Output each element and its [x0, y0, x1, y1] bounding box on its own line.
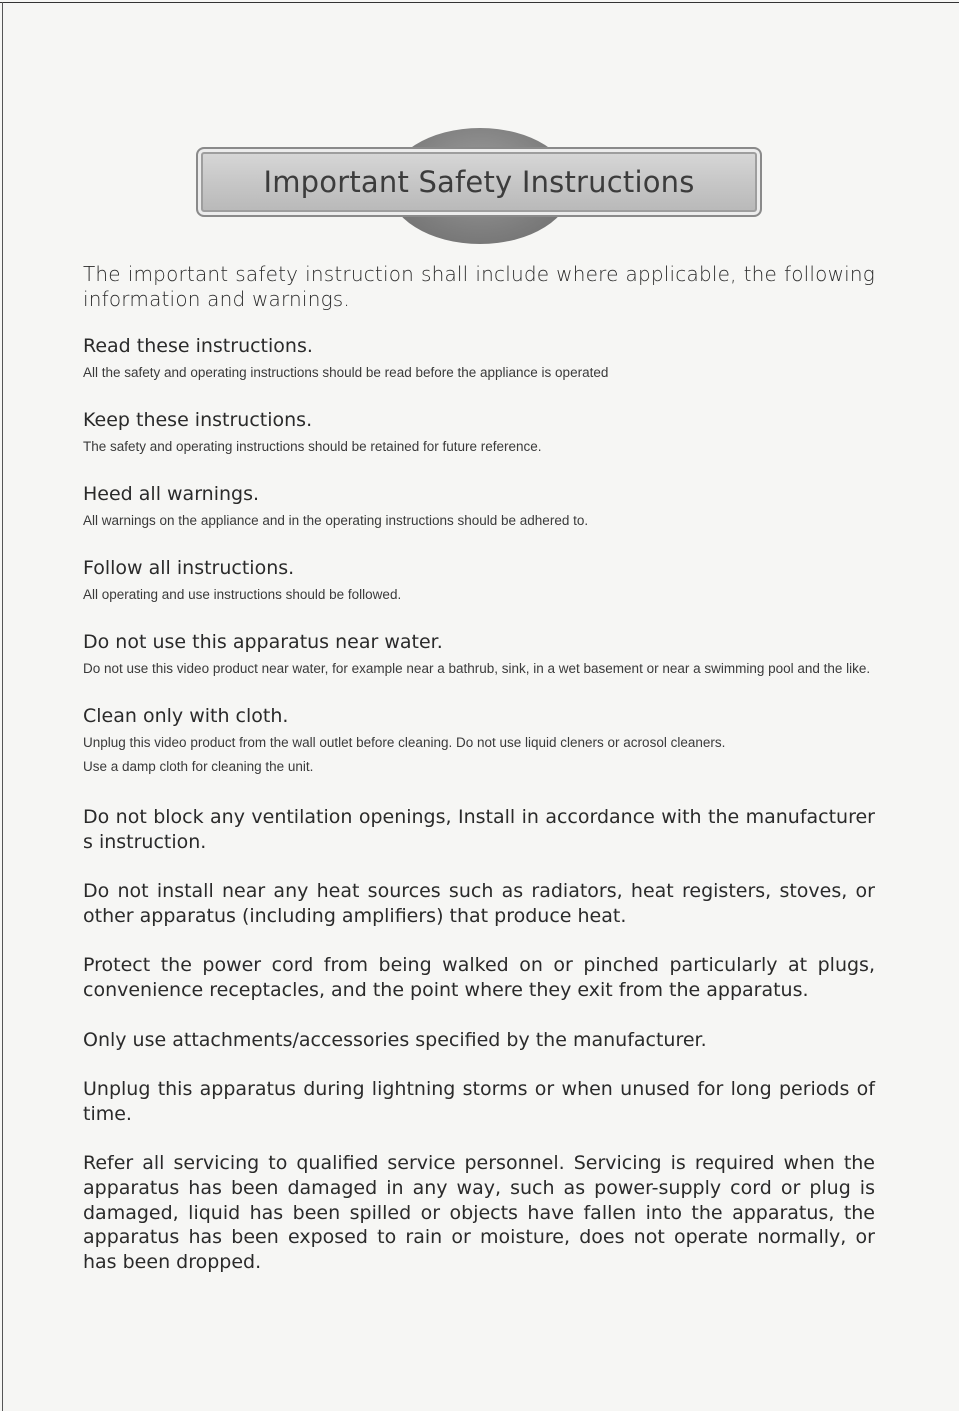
paragraph-heat-sources: Do not install near any heat sources such as radiators, heat registers, stoves, or other apparatus (including amplifiers) that produce heat. [83, 880, 875, 927]
document-body [83, 262, 875, 1299]
section-heading: Read these instructions. [83, 335, 313, 357]
section-text: All the safety and operating instructions should be read before the appliance is operated [83, 365, 609, 380]
section-follow-instructions [83, 556, 875, 607]
paragraph-attachments: Only use attachments/accessories specified by the manufacturer. [83, 1028, 707, 1051]
section-text: The safety and operating instructions should be retained for future reference. [83, 439, 542, 454]
section-text-secondary: Use a damp cloth for cleaning the unit. [83, 759, 314, 774]
section-text: All operating and use instructions should be followed. [83, 587, 402, 602]
section-heading: Keep these instructions. [83, 409, 313, 431]
section-heading: Heed all warnings. [83, 483, 260, 505]
section-text: Unplug this video product from the wall outlet before cleaning. Do not use liquid cleners or acrosol cleaners. [83, 735, 726, 750]
section-read-instructions [83, 334, 875, 385]
paragraph-power-cord: Protect the power cord from being walked on or pinched particularly at plugs, convenience receptacles, and the point where they exit from the apparatus. [83, 954, 875, 1001]
section-heading: Clean only with cloth. [83, 705, 289, 727]
page-title: Important Safety Instructions [263, 165, 695, 199]
intro-paragraph: The important safety instruction shall include where applicable, the following information and warnings. [83, 262, 875, 311]
section-keep-instructions [83, 408, 875, 459]
section-near-water [83, 630, 875, 681]
paragraph-ventilation: Do not block any ventilation openings, Install in accordance with the manufacturer s instruction. [83, 806, 875, 853]
title-banner [196, 128, 762, 244]
section-text: All warnings on the appliance and in the operating instructions should be adhered to. [83, 513, 589, 528]
page-border-left [2, 2, 3, 1411]
page-border-top [0, 2, 959, 3]
section-heading: Follow all instructions. [83, 557, 295, 579]
section-text: Do not use this video product near water, for example near a bathrub, sink, in a wet basement or near a swimming pool and the like. [83, 661, 871, 676]
section-clean-cloth [83, 704, 875, 779]
paragraph-servicing: Refer all servicing to qualified service personnel. Servicing is required when the apparatus has been damaged in any way, such as power-supply cord or plug is damaged, liquid has been spilled or objects have fallen into the apparatus, the apparatus has been exposed to rain or moisture, does not operate normally, or has been dropped. [83, 1152, 875, 1273]
section-heed-warnings [83, 482, 875, 533]
section-heading: Do not use this apparatus near water. [83, 631, 443, 653]
paragraph-lightning: Unplug this apparatus during lightning storms or when unused for long periods of time. [83, 1078, 875, 1125]
